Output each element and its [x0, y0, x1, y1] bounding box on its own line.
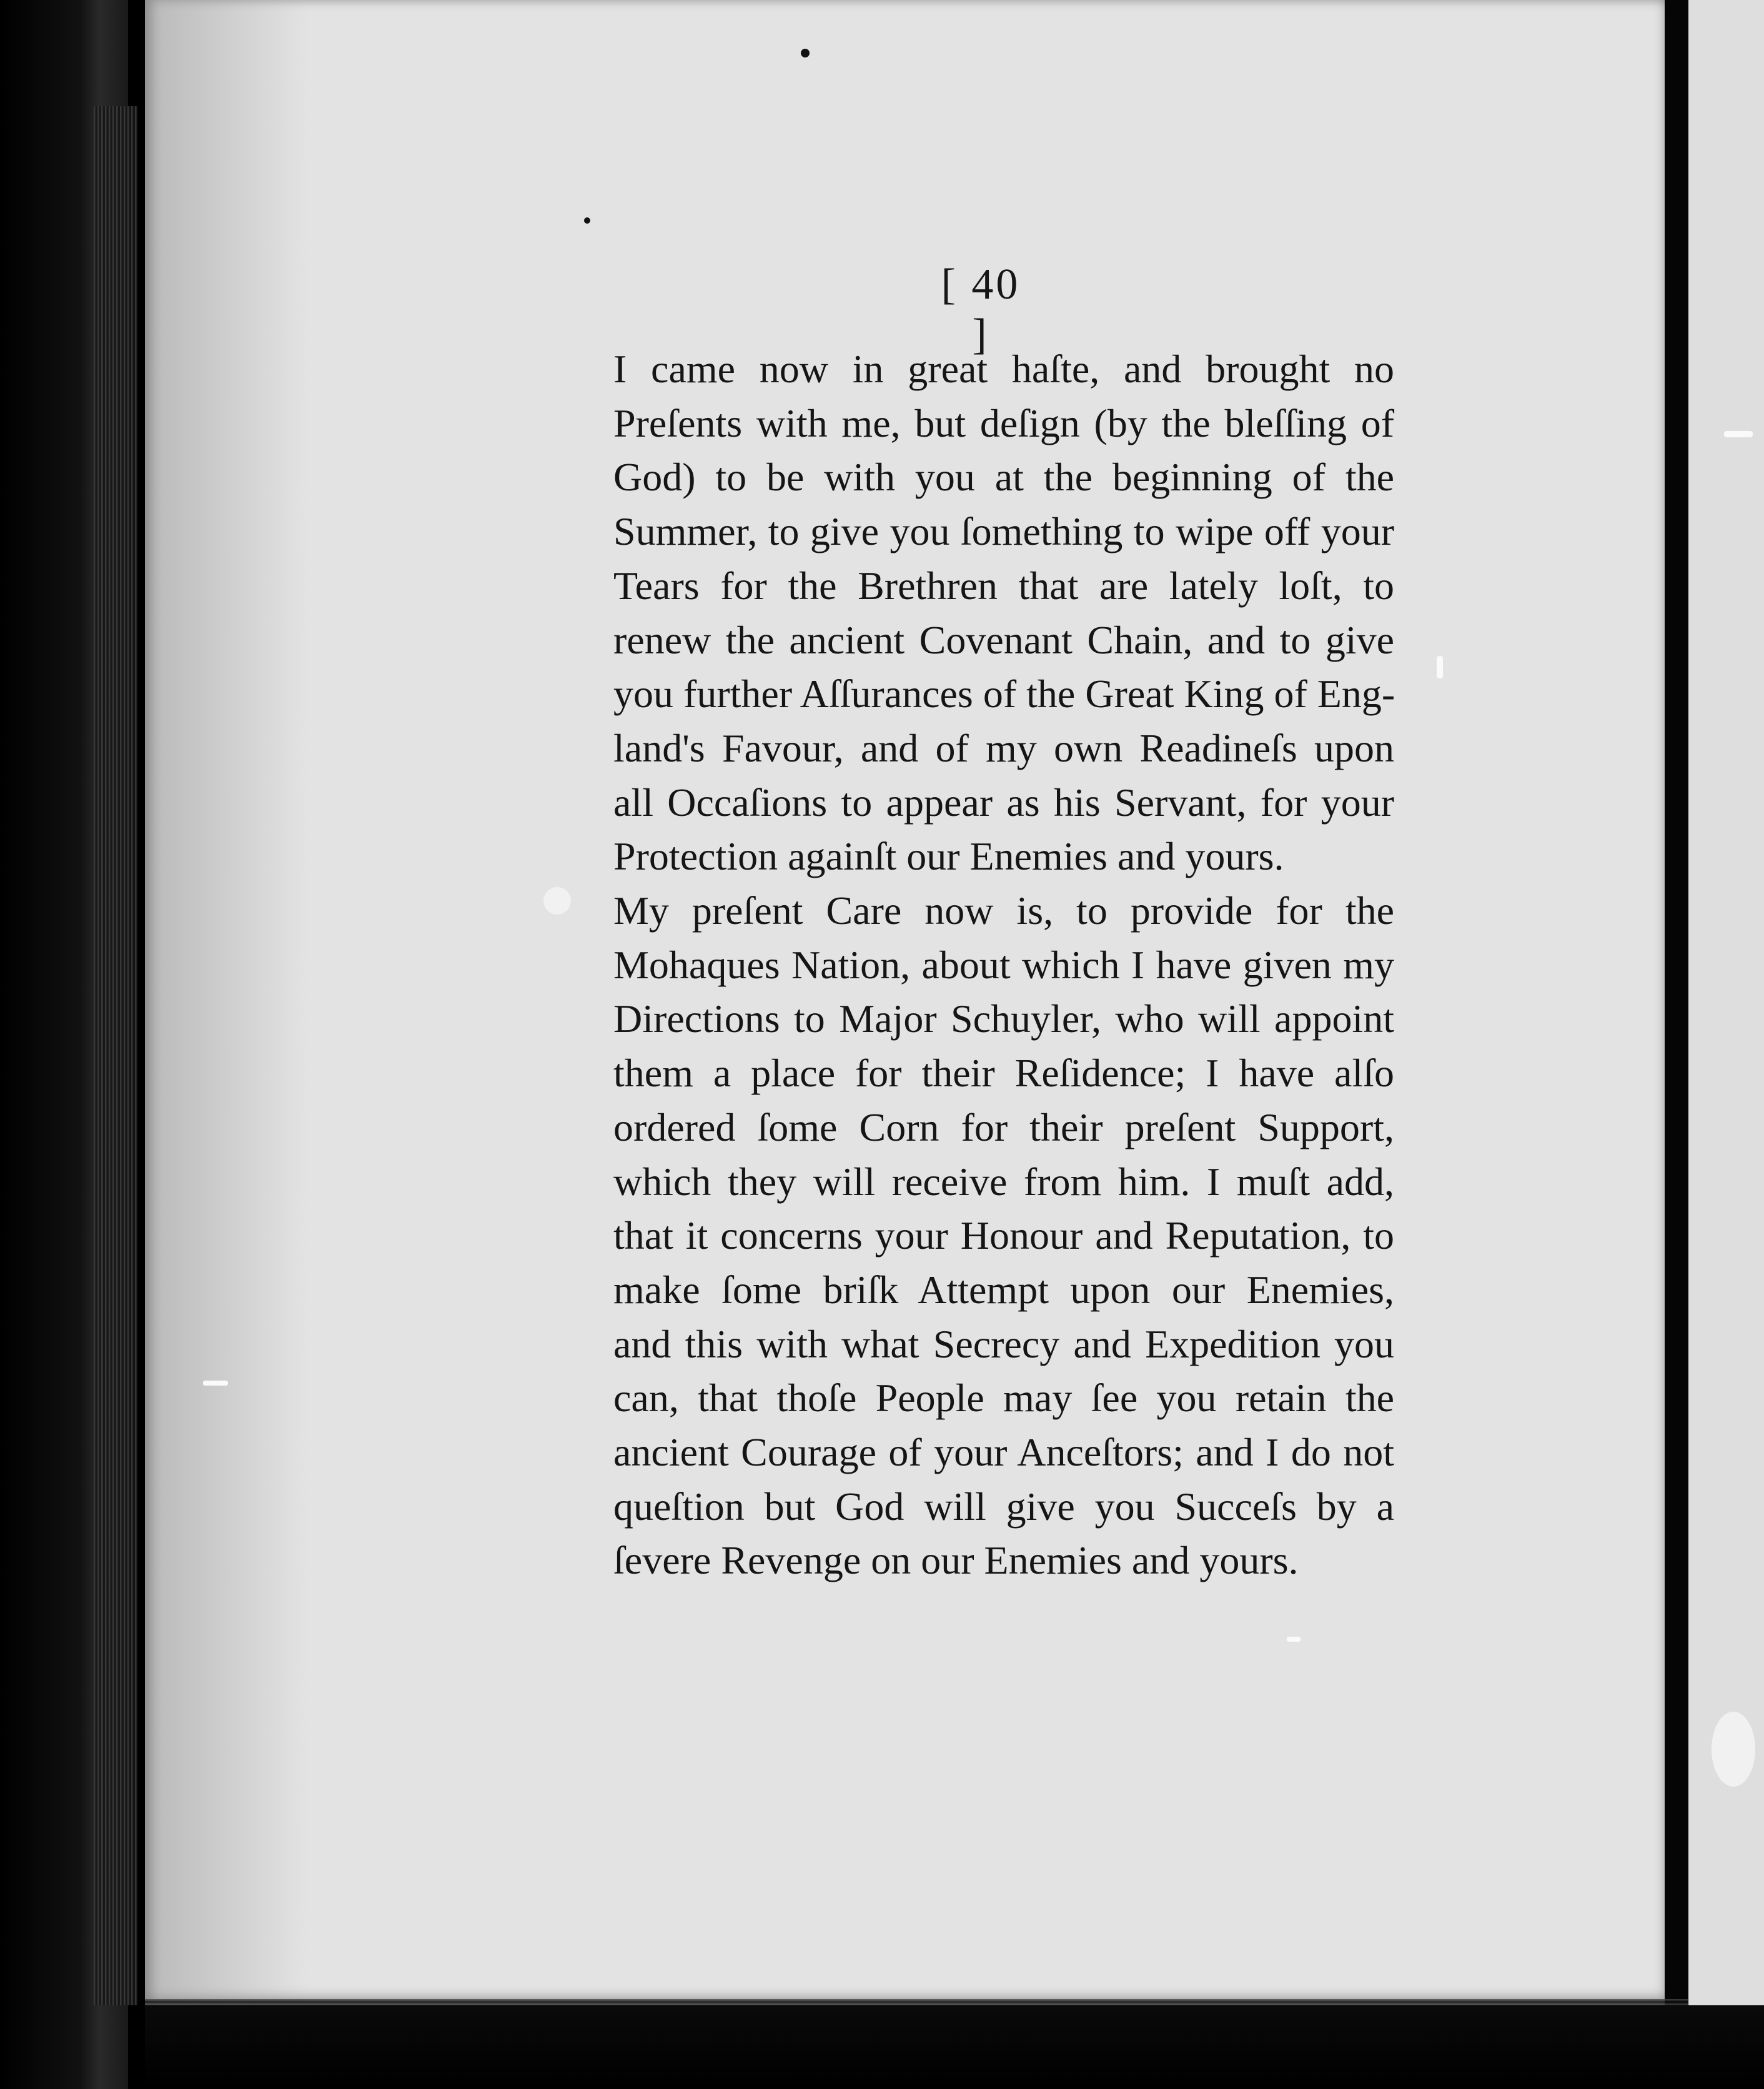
scan-speck [203, 1381, 228, 1386]
page-gutter-shadow [145, 0, 307, 2005]
text-line: Tears for the Brethren that are lately loſt, to [613, 563, 1394, 608]
text-line: and this with what Secrecy and Expedition you [613, 1321, 1394, 1366]
scan-speck [584, 217, 590, 224]
text-line: that it concerns your Honour and Reputation, to [613, 1213, 1394, 1258]
text-line: Preſents with me, but deſign (by the bleſſing of [613, 400, 1394, 445]
text-line: you further Aſſurances of the Great King of Eng- [613, 672, 1395, 717]
body-text [570, 342, 1394, 1588]
text-line: land's Favour, and of my own Readineſs upon [613, 725, 1394, 770]
scan-speck [1437, 656, 1443, 678]
scan-speck [801, 49, 810, 57]
text-line: My preſent Care now is, to provide for the [613, 888, 1394, 933]
scan-speck [1287, 1637, 1301, 1642]
text-line: ſevere Revenge on our Enemies and yours. [613, 1538, 1299, 1583]
scan-speck [1724, 431, 1753, 437]
page-stack-edge [94, 106, 137, 2005]
paragraph-2 [570, 884, 1394, 1588]
text-line: which they will receive from him. I muſt add, [613, 1159, 1394, 1204]
text-line: queſtion but God will give you Succeſs by a [613, 1484, 1394, 1529]
text-line: renew the ancient Covenant Chain, and to give [613, 617, 1394, 662]
text-line: them a place for their Reſidence; I have alſo [613, 1051, 1394, 1096]
text-line: Summer, to give you ſomething to wipe off your [613, 509, 1394, 554]
text-line: Mohaques Nation, about which I have given my [613, 942, 1394, 987]
paragraph-1 [570, 342, 1394, 884]
text-line: can, that thoſe People may ſee you retain the [613, 1376, 1394, 1421]
scan-bottom-border [145, 2005, 1764, 2089]
text-line: I came now in great haſte, and brought no [613, 347, 1394, 391]
text-line: Directions to Major Schuyler, who will appoint [613, 996, 1394, 1041]
text-line: make ſome briſk Attempt upon our Enemies, [613, 1267, 1394, 1312]
text-line: ordered ſome Corn for their preſent Support, [613, 1104, 1394, 1149]
scan-speck [543, 887, 571, 915]
center-gutter [1665, 0, 1688, 2089]
text-line: God) to be with you at the beginning of the [613, 455, 1394, 500]
text-line: ancient Courage of your Anceſtors; and I do not [613, 1430, 1394, 1475]
text-line: all Occaſions to appear as his Servant, for your [613, 780, 1394, 825]
page-number: [ 40 ] [941, 261, 1021, 359]
text-line: Protection againſt our Enemies and yours. [613, 834, 1284, 879]
scan-speck [1712, 1712, 1755, 1787]
